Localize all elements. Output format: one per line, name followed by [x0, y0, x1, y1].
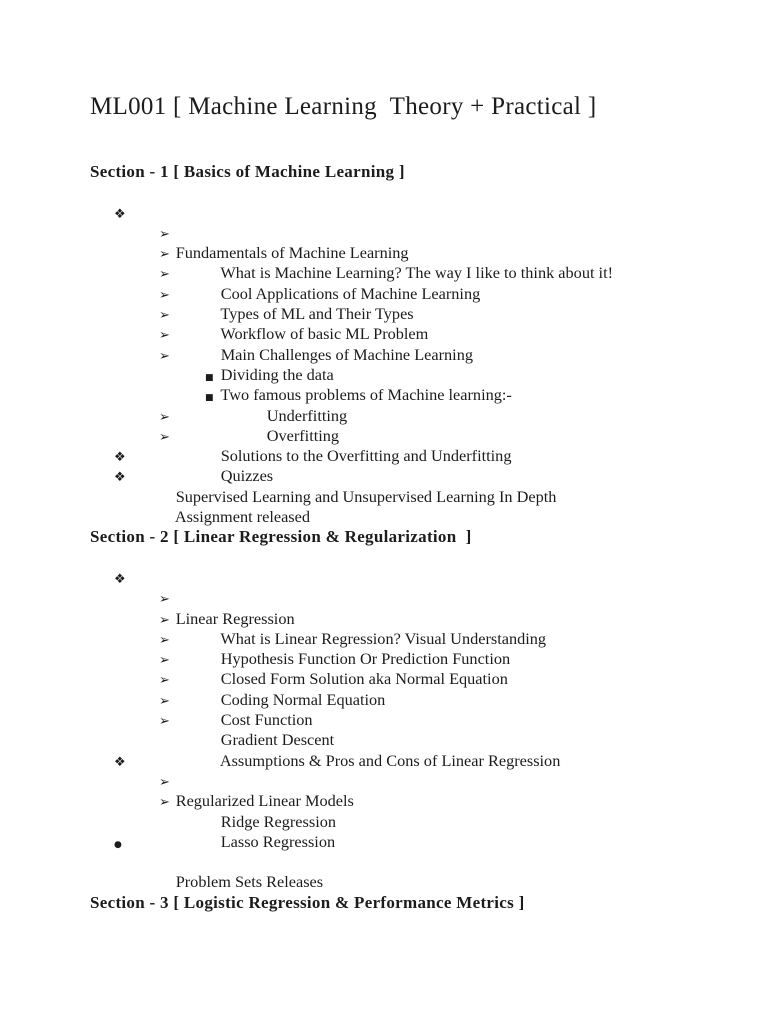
section-1 — [90, 162, 768, 527]
list-item — [90, 203, 768, 263]
list-item — [90, 568, 768, 628]
section-2 — [90, 527, 768, 892]
arrow-bullet-icon — [159, 771, 170, 791]
arrow-bullet-icon — [159, 690, 170, 710]
list-item-text: Problem Sets Releases — [175, 872, 324, 892]
diamond-bullet-icon — [114, 466, 126, 486]
list-item-text: Coding Normal Equation — [220, 689, 386, 709]
list-block — [90, 832, 768, 892]
list-block — [90, 568, 768, 770]
square-bullet-icon — [205, 365, 214, 385]
list-item-text: Gradient Descent — [220, 730, 335, 750]
list-item-text: Quizzes — [220, 466, 274, 486]
list-item-text: Closed Form Solution aka Normal Equation — [220, 669, 508, 689]
list-item-text: Two famous problems of Machine learning:- — [220, 385, 512, 405]
list-item-text: Lasso Regression — [220, 831, 336, 851]
arrow-bullet-icon — [159, 710, 170, 730]
list-item — [90, 751, 768, 811]
arrow-bullet-icon — [159, 426, 170, 446]
arrow-bullet-icon — [159, 649, 170, 669]
list-item-text: Assignment released — [174, 507, 310, 527]
section-heading: Section - 3 [ Logistic Regression & Performance Metrics ] — [90, 892, 525, 912]
diamond-bullet-icon — [114, 446, 126, 466]
square-bullet-icon — [205, 385, 214, 405]
arrow-bullet-icon — [159, 284, 170, 304]
list-item-text: Supervised Learning and Unsupervised Learning In Depth — [175, 486, 557, 506]
arrow-bullet-icon — [159, 304, 170, 324]
round-bullet-icon — [114, 832, 122, 852]
list-item-text: Assumptions & Pros and Cons of Linear Regression — [219, 750, 561, 770]
list-item — [90, 406, 768, 466]
list-item-text: Workflow of basic ML Problem — [220, 324, 429, 344]
arrow-bullet-icon — [159, 609, 170, 629]
arrow-bullet-icon — [159, 263, 170, 283]
arrow-bullet-icon — [159, 324, 170, 344]
arrow-bullet-icon — [159, 345, 170, 365]
diamond-bullet-icon — [114, 203, 126, 223]
list-item-text: Cost Function — [220, 710, 313, 730]
diamond-bullet-icon — [114, 751, 126, 771]
list-item-text: Overfitting — [266, 425, 340, 445]
list-item-text: Regularized Linear Models — [175, 791, 354, 811]
list-block — [90, 203, 768, 527]
document-body — [90, 162, 768, 954]
list-block — [90, 751, 768, 851]
list-item-text: Hypothesis Function Or Prediction Function — [220, 649, 511, 669]
arrow-bullet-icon — [159, 223, 170, 243]
list-item-text: Fundamentals of Machine Learning — [175, 243, 409, 263]
document-title: ML001 [ Machine Learning Theory + Practical ] — [90, 93, 597, 120]
arrow-bullet-icon — [159, 669, 170, 689]
section-heading: Section - 1 [ Basics of Machine Learning ] — [90, 162, 405, 181]
list-item-text: Solutions to the Overfitting and Underfitting — [220, 446, 512, 466]
list-item — [90, 588, 768, 648]
section-heading: Section - 2 [ Linear Regression & Regularization ] — [90, 527, 472, 547]
list-item-text: Underfitting — [266, 405, 348, 425]
arrow-bullet-icon — [159, 629, 170, 649]
list-item-text: Types of ML and Their Types — [220, 304, 414, 324]
section-3 — [90, 893, 768, 913]
list-item — [90, 832, 768, 892]
list-item-text: Main Challenges of Machine Learning — [220, 344, 473, 364]
list-item-text: Dividing the data — [220, 364, 334, 384]
arrow-bullet-icon — [159, 791, 170, 811]
list-item-text: Cool Applications of Machine Learning — [220, 283, 481, 303]
list-item-text: Ridge Regression — [220, 811, 337, 831]
list-item-text: What is Linear Regression? Visual Understanding — [220, 628, 547, 648]
arrow-bullet-icon — [159, 406, 170, 426]
arrow-bullet-icon — [159, 243, 170, 263]
list-item-text: What is Machine Learning? The way I like to think about it! — [220, 263, 614, 283]
diamond-bullet-icon — [114, 568, 126, 588]
arrow-bullet-icon — [159, 588, 170, 608]
list-item-text: Linear Regression — [175, 608, 295, 628]
